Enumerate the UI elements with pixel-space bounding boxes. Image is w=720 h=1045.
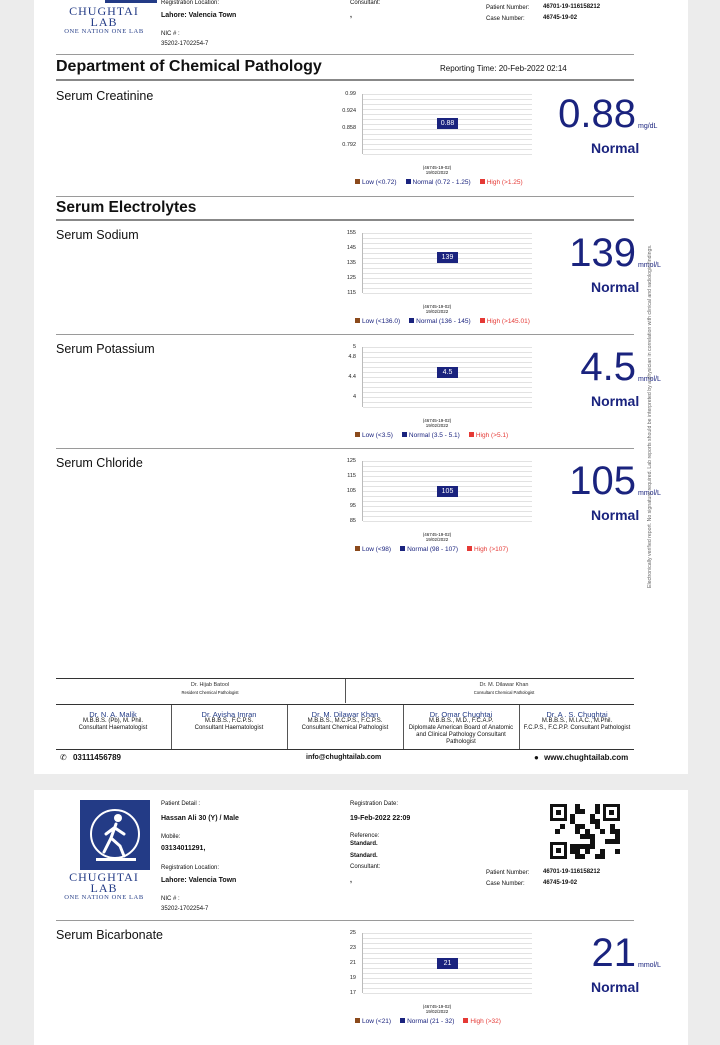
y-tick-label: 95: [349, 503, 356, 509]
y-tick-label: 125: [346, 275, 356, 281]
legend-item: [406, 179, 471, 186]
signature-name: Dr. M. Dilawar Khan: [479, 682, 529, 688]
signature-qualification: M.B.B.S., M.C.P.S., F.C.P.S.: [307, 718, 383, 724]
legend-swatch: [355, 1018, 360, 1023]
website-url: www.chughtailab.com: [544, 753, 629, 762]
gridline: [363, 99, 532, 100]
walking-figure-icon: [80, 800, 150, 870]
signature-name: Dr. M. Dilawar Khan: [311, 710, 379, 719]
legend-item: [355, 432, 393, 439]
sample-date: 19/02/2022: [425, 423, 449, 428]
result-status: Normal: [591, 140, 640, 156]
y-tick-label: 0.858: [342, 125, 356, 132]
consultant-label: Consultant:: [350, 0, 381, 6]
gridline: [363, 149, 532, 150]
gridline: [363, 973, 532, 974]
y-tick-label: 0.792: [342, 142, 356, 149]
gridline: [363, 506, 532, 507]
y-tick-label: 19: [349, 975, 356, 981]
legend-item: [467, 546, 508, 553]
y-tick-label: 115: [347, 473, 356, 479]
gridline: [363, 392, 532, 393]
gridline: [363, 283, 532, 284]
signature-bottom-line: [56, 749, 634, 750]
gridline: [363, 387, 532, 388]
logo-line-2: ONE NATION ONE LAB: [64, 894, 144, 901]
registration-date: 19-Feb-2022 22:09: [350, 815, 411, 822]
legend-swatch: [400, 1018, 405, 1023]
gridline: [363, 521, 532, 522]
legend-item: [469, 432, 508, 439]
consultant-value: ,: [350, 12, 352, 19]
gridline: [363, 139, 532, 140]
signature-dilawar-khan-top: [439, 682, 569, 696]
y-tick-label: 115: [347, 290, 356, 296]
signature-qualification: M.B.B.S., M.D., F.C.A.P.: [428, 718, 494, 724]
legend-swatch: [355, 318, 360, 323]
consultant-value: ,: [350, 877, 352, 884]
electrolytes-heading: Serum Electrolytes: [56, 199, 197, 216]
gridline: [363, 943, 532, 944]
signature-name: Dr. Omar Chughtai: [429, 710, 493, 719]
report-page-2: [34, 790, 688, 1045]
sample-case-id: (46745-19-02): [422, 304, 452, 309]
legend-swatch: [469, 432, 474, 437]
nic-label: NIC # :: [161, 31, 180, 37]
legend-text: Normal (98 - 107): [407, 546, 459, 553]
logo-line-1: CHUGHTAI LAB: [69, 4, 139, 29]
legend-text: High (>145.01): [486, 318, 530, 325]
legend-text: High (>107): [474, 546, 509, 553]
sample-case-label: [412, 532, 462, 542]
reference-2: Standard.: [350, 853, 378, 859]
gridline: [363, 978, 532, 979]
gridline: [363, 109, 532, 110]
legend-text: Low (<21): [362, 1018, 392, 1025]
sample-date: 19/02/2022: [425, 309, 449, 314]
gridline: [363, 154, 532, 155]
legend-text: Low (<136.0): [362, 318, 401, 325]
range-legend: [355, 432, 508, 439]
gridline: [363, 134, 532, 135]
signature-title: Resident Chemical Pathologist: [181, 690, 239, 695]
gridline: [363, 481, 532, 482]
gridline: [363, 933, 532, 934]
qr-module: [600, 854, 605, 859]
result-value: 4.5: [580, 345, 636, 389]
gridline: [363, 461, 532, 462]
signature-title: Consultant Haematologist: [78, 725, 148, 731]
legend-swatch: [402, 432, 407, 437]
legend-text: Normal (3.5 - 5.1): [408, 432, 460, 439]
legend-text: High (>1.25): [486, 179, 523, 186]
registration-location-label: Registration Location:: [161, 865, 220, 871]
signature-title: Diplomate American Board of Anatomic and Clinical Pathology Consultant Pathologist: [408, 725, 514, 745]
gridline: [363, 278, 532, 279]
footer-email[interactable]: info@chughtailab.com: [306, 754, 382, 761]
sample-case-id: (46745-19-02): [422, 532, 452, 537]
y-tick-label: 4: [352, 394, 356, 400]
qr-module: [580, 809, 585, 814]
registration-location: Lahore: Valencia Town: [161, 877, 237, 884]
qr-module: [590, 844, 595, 849]
report-page-1: [34, 0, 688, 774]
gridline: [363, 288, 532, 289]
signature-top-separator: [345, 679, 346, 703]
qr-module: [560, 824, 565, 829]
value-bar: 0.88: [437, 118, 458, 129]
legend-item: [355, 318, 400, 325]
range-legend: [355, 318, 530, 325]
result-unit: mmol/L: [638, 376, 661, 383]
sample-date: 19/02/2022: [425, 170, 449, 175]
legend-text: High (>5.1): [475, 432, 509, 439]
qr-module: [595, 809, 600, 814]
logo-mark-edge: [105, 0, 157, 3]
y-tick-label: 5: [352, 344, 356, 350]
gridline: [363, 471, 532, 472]
lab-logo: [80, 800, 150, 870]
signature-hijab-batool: [145, 682, 275, 696]
patient-number-label: Patient Number:: [486, 5, 530, 11]
gridline: [363, 983, 532, 984]
gridline: [363, 347, 532, 348]
sample-case-label: [412, 304, 462, 314]
legend-swatch: [400, 546, 405, 551]
signature-title: Consultant Haematologist: [194, 725, 264, 731]
phone-icon: ✆: [60, 753, 67, 762]
divider-after-potassium: [56, 448, 634, 449]
result-unit: mmol/L: [638, 490, 661, 497]
gridline: [363, 402, 532, 403]
legend-swatch: [467, 546, 472, 551]
qr-finder-center: [556, 810, 561, 815]
result-unit: mmol/L: [638, 962, 661, 969]
sample-date: 19/02/2022: [425, 1009, 449, 1014]
y-tick-label: 25: [349, 930, 356, 936]
gridline: [363, 268, 532, 269]
chart-plot-area: [362, 94, 532, 154]
sample-case-label: [412, 1004, 462, 1014]
case-number: 46745-19-02: [543, 15, 578, 21]
signature-title: Consultant Chemical Pathologist: [301, 725, 389, 731]
sample-date: 19/02/2022: [425, 537, 449, 542]
signature-dilawar-khan: [288, 711, 402, 732]
gridline: [363, 104, 532, 105]
range-legend: [355, 1018, 501, 1025]
qr-code[interactable]: [550, 804, 620, 859]
legend-swatch: [480, 179, 485, 184]
legend-swatch: [406, 179, 411, 184]
divider-after-sodium: [56, 334, 634, 335]
reference-label: Reference:: [350, 833, 380, 839]
gridline: [363, 476, 532, 477]
case-number-label: Case Number:: [486, 16, 525, 22]
result-status: Normal: [591, 507, 640, 523]
phone-number: 03111456789: [72, 753, 121, 762]
signature-name: Dr. A . S. Chughtai: [546, 710, 608, 719]
patient-number-label: Patient Number:: [486, 870, 530, 876]
y-tick-label: 145: [346, 245, 356, 251]
value-bar: 139: [437, 252, 458, 263]
reporting-time: Reporting Time: 20-Feb-2022 02:14: [440, 64, 567, 73]
qr-module: [580, 854, 585, 859]
legend-swatch: [355, 179, 360, 184]
signature-na-malik: [56, 711, 170, 732]
patient-number: 46701-19-116158212: [543, 869, 601, 875]
y-tick-label: 155: [346, 230, 356, 236]
gridline: [363, 94, 532, 95]
nic-value: 35202-1702254-7: [161, 41, 209, 47]
legend-text: Normal (21 - 32): [407, 1018, 455, 1025]
result-unit: mg/dL: [638, 123, 658, 130]
result-value: 105: [569, 459, 636, 503]
gridline: [363, 407, 532, 408]
signature-name: Dr. Ayisha Imran: [201, 710, 257, 719]
signature-title: F.C.P.S., F.C.P.P. Consultant Pathologist: [523, 725, 631, 731]
registration-location-label: Registration Location:: [161, 0, 220, 6]
mobile-label: Mobile:: [161, 834, 181, 840]
lab-logo-text: [54, 872, 154, 901]
test-name-bicarbonate: Serum Bicarbonate: [56, 928, 164, 942]
result-unit: mmol/L: [638, 262, 661, 269]
registration-location: Lahore: Valencia Town: [161, 12, 237, 19]
signature-qualification: M.B.B.S., F.C.P.S.: [204, 718, 254, 724]
globe-icon: ●: [534, 753, 539, 762]
gridline: [363, 362, 532, 363]
reference-1: Standard.: [350, 841, 378, 847]
legend-text: Normal (136 - 145): [416, 318, 471, 325]
sample-case-label: [412, 418, 462, 428]
gridline: [363, 357, 532, 358]
qr-module: [615, 839, 620, 844]
footer-phone[interactable]: [60, 753, 121, 762]
y-tick-label: 135: [346, 260, 356, 266]
result-status: Normal: [591, 393, 640, 409]
legend-text: High (>32): [470, 1018, 501, 1025]
gridline: [363, 129, 532, 130]
legend-item: [355, 1018, 391, 1025]
legend-item: [480, 179, 523, 186]
gridline: [363, 352, 532, 353]
qr-finder-center: [556, 848, 561, 853]
result-value: 139: [569, 231, 636, 275]
test-name-creatinine: Serum Creatinine: [56, 89, 154, 103]
test-name-chloride: Serum Chloride: [56, 456, 143, 470]
y-tick-label: 17: [349, 990, 356, 996]
logo-line-2: ONE NATION ONE LAB: [64, 28, 144, 35]
result-status: Normal: [591, 279, 640, 295]
y-tick-label: 105: [346, 488, 356, 494]
side-note-text: Electronically verified report. No signature required. Lab reports should be interpreted by a physician in correlation with clinical and radiologic findings.: [647, 244, 653, 588]
result-value: 21: [591, 931, 636, 975]
legend-item: [355, 546, 391, 553]
gridline: [363, 953, 532, 954]
case-number-label: Case Number:: [486, 881, 525, 887]
legend-swatch: [355, 432, 360, 437]
legend-item: [402, 432, 460, 439]
y-tick-label: 4.4: [348, 374, 356, 380]
qr-module: [600, 829, 605, 834]
y-tick-label: 85: [349, 518, 356, 524]
legend-swatch: [463, 1018, 468, 1023]
gridline: [363, 273, 532, 274]
patient-number: 46701-19-116158212: [543, 4, 601, 10]
gridline: [363, 516, 532, 517]
registration-date-label: Registration Date:: [350, 801, 399, 807]
legend-text: Low (<3.5): [362, 432, 393, 439]
patient-detail-label: Patient Detail :: [161, 801, 201, 807]
legend-swatch: [355, 546, 360, 551]
header-divider: [56, 920, 634, 921]
gridline: [363, 233, 532, 234]
legend-item: [480, 318, 530, 325]
signature-title: Consultant Chemical Pathologist: [473, 690, 535, 695]
divider-after-creatinine: [56, 196, 634, 197]
y-tick-label: 21: [349, 960, 356, 966]
range-legend: [355, 179, 523, 186]
gridline: [363, 938, 532, 939]
electrolytes-divider: [56, 219, 634, 221]
qr-finder-center: [609, 810, 614, 815]
gridline: [363, 397, 532, 398]
header-divider: [56, 54, 634, 55]
legend-item: [355, 179, 397, 186]
legend-item: [463, 1018, 501, 1025]
consultant-label: Consultant:: [350, 864, 381, 870]
range-legend: [355, 546, 508, 553]
gridline: [363, 511, 532, 512]
value-bar: 4.5: [437, 367, 458, 378]
y-tick-label: 0.924: [342, 108, 356, 115]
legend-text: Normal (0.72 - 1.25): [412, 179, 471, 186]
legend-text: Low (<0.72): [362, 179, 397, 186]
y-tick-label: 0.99: [345, 91, 356, 97]
gridline: [363, 238, 532, 239]
qr-module: [615, 849, 620, 854]
signature-name: Dr. N. A. Malik: [89, 710, 137, 719]
result-status: Normal: [591, 979, 640, 995]
test-name-sodium: Serum Sodium: [56, 228, 139, 242]
nic-value: 35202-1702254-7: [161, 906, 209, 912]
signature-name: Dr. Hijab Batool: [190, 682, 230, 688]
gridline: [363, 248, 532, 249]
legend-item: [400, 1018, 454, 1025]
y-tick-label: 23: [349, 945, 356, 951]
lab-logo-text: [54, 6, 154, 35]
footer-website[interactable]: [534, 753, 628, 762]
signature-ayisha-imran: [172, 711, 286, 732]
sample-case-id: (46745-19-02): [422, 1004, 452, 1009]
signature-middle-line: [56, 704, 634, 705]
gridline: [363, 144, 532, 145]
sample-case-id: (46745-19-02): [422, 165, 452, 170]
value-bar: 105: [437, 486, 458, 497]
signature-as-chughtai: [520, 711, 634, 732]
department-title: Department of Chemical Pathology: [56, 58, 322, 75]
mobile-number: 03134011291,: [161, 845, 206, 852]
signature-omar-chughtai: [404, 711, 518, 746]
nic-label: NIC # :: [161, 896, 180, 902]
legend-item: [400, 546, 458, 553]
gridline: [363, 382, 532, 383]
gridline: [363, 501, 532, 502]
qr-module: [555, 829, 560, 834]
legend-swatch: [480, 318, 485, 323]
chart-plot-area: [362, 461, 532, 521]
case-number: 46745-19-02: [543, 880, 578, 886]
logo-line-1: CHUGHTAI LAB: [69, 870, 139, 895]
signature-qualification: M.B.B.S. (Pb), M. Phil.: [82, 718, 143, 724]
gridline: [363, 263, 532, 264]
chart-plot-area: [362, 233, 532, 293]
gridline: [363, 114, 532, 115]
qr-module: [585, 849, 590, 854]
result-value: 0.88: [558, 92, 636, 136]
gridline: [363, 243, 532, 244]
value-bar: 21: [437, 958, 458, 969]
legend-text: Low (<98): [362, 546, 392, 553]
y-tick-label: 4.8: [348, 354, 356, 360]
chart-plot-area: [362, 347, 532, 407]
legend-swatch: [409, 318, 414, 323]
legend-item: [409, 318, 471, 325]
y-tick-label: 125: [346, 458, 356, 464]
gridline: [363, 466, 532, 467]
signature-qualification: M.B.B.S., M.I.A.C., M.Phil.: [541, 718, 613, 724]
sample-case-id: (46745-19-02): [422, 418, 452, 423]
test-name-potassium: Serum Potassium: [56, 342, 155, 356]
gridline: [363, 993, 532, 994]
gridline: [363, 988, 532, 989]
gridline: [363, 948, 532, 949]
sample-case-label: [412, 165, 462, 175]
chart-plot-area: [362, 933, 532, 993]
gridline: [363, 293, 532, 294]
department-divider: [56, 79, 634, 81]
patient-name: Hassan Ali 30 (Y) / Male: [161, 815, 239, 822]
